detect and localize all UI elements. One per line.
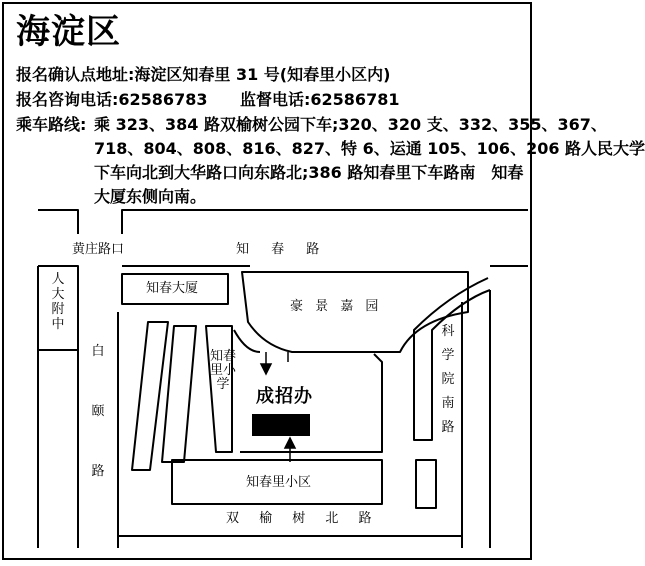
zhichunli-label: 知春里小区 bbox=[246, 475, 312, 490]
page-title: 海淀区 bbox=[16, 12, 121, 52]
zhichun-tower-label: 知春大厦 bbox=[146, 281, 199, 296]
road-edge bbox=[38, 210, 78, 234]
route-line-3: 下车向北到大华路口向东路北;386 路知春里下车路南 知春 bbox=[94, 163, 524, 182]
baiyi-road-label: 白颐路 bbox=[91, 344, 105, 479]
slanted-block bbox=[162, 326, 196, 462]
shuangyushu-road-label: 双 榆 树 北 路 bbox=[226, 511, 380, 526]
supervise-line: 监督电话:62586781 bbox=[240, 90, 400, 109]
kexueyuan-road-label: 科学院南路 bbox=[441, 324, 455, 435]
road-edge bbox=[122, 210, 528, 234]
route-line-1: 乘 323、384 路双榆树公园下车;320、320 支、332、355、367、 bbox=[94, 115, 607, 134]
address-line: 报名确认点地址:海淀区知春里 31 号(知春里小区内) bbox=[16, 65, 391, 84]
huangzhuang-label: 黄庄路口 bbox=[72, 242, 125, 257]
road-edge bbox=[416, 460, 436, 508]
office-marker bbox=[252, 414, 310, 436]
down-arrow-icon bbox=[261, 364, 271, 374]
route-label: 乘车路线: bbox=[16, 115, 87, 134]
zhichun-road-label: 知 春 路 bbox=[236, 242, 329, 257]
phone-line: 报名咨询电话:62586783 bbox=[16, 90, 208, 109]
route-line-2: 718、804、808、816、827、特 6、运通 105、106、206 路人民大学 bbox=[94, 139, 645, 158]
haojing-label: 豪 景 嘉 园 bbox=[290, 299, 383, 314]
zhichun-school-label: 知春里小学 bbox=[209, 349, 236, 392]
center-label: 成招办 bbox=[256, 386, 313, 407]
renda-label: 人大附中 bbox=[51, 272, 65, 332]
up-arrow-icon bbox=[285, 438, 295, 448]
route-line-4: 大厦东侧向南。 bbox=[94, 187, 207, 206]
